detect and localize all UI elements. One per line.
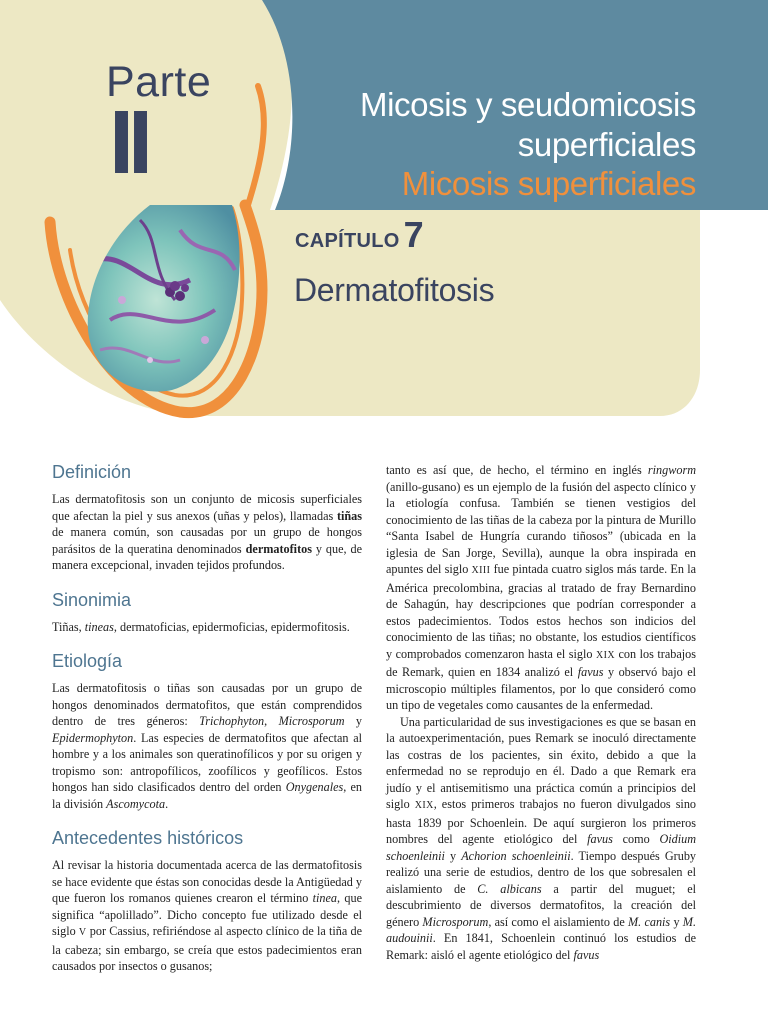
italic-term: C. albicans [477,881,542,896]
section-title-line2: superficiales [517,126,696,163]
italic-term: ringworm [647,463,696,477]
text-run: Una particularidad de sus investigaciones es que se basan en la autoexperimentación, pues Remark se inoculó directamente las costras de los pacientes, sin éxito, debido a que la enfermedad no se reprodujo en él. Dado a que Remark era judío y el antisemitismo una práctica común a principios del siglo [386,714,696,811]
paragraph-etiologia [52,680,362,812]
italic-term: M. canis [628,914,671,929]
italic-term: Microsporum [278,714,345,728]
italic-term: Epidermophyton [52,730,134,745]
italic-term: favus [577,665,604,679]
text-run: , [264,714,279,728]
text-run: Al revisar la historia documentada acerca de las dermatofitosis se hace evidente que éstas son conocidas desde la Antigüedad y que fueron los romanos quienes crearon el término [52,858,363,905]
italic-term: favus [587,832,613,846]
small-caps-century: XIX [414,800,434,811]
heading-sinonimia: Sinonimia [52,589,132,610]
italic-term: tinea [312,891,338,905]
italic-term: Onygenales [285,780,344,794]
left-column [52,460,362,989]
text-run: y [344,714,363,728]
bold-term: dermatofitos [245,541,312,556]
italic-term: Achorion schoenleinii [461,848,571,863]
text-run: . En 1841, Schoenlein continuó los estudios de Remark: aisló el agente etiológico del [386,931,696,962]
text-run: como [612,832,660,846]
chapter-number: 7 [403,214,424,255]
text-run: con los trabajos de Remark, quien en 1834 analizó el [386,646,696,679]
section-subtitle: Micosis superficiales [401,165,696,202]
italic-term: M. audouinii [386,914,696,945]
small-caps-century: XIII [471,565,491,576]
text-run: a partir del muguet; el descubrimiento de diversos dermatofitos, la creación del género [386,881,697,929]
text-run: y que, de manera excepcional, invaden tejidos profundos. [52,541,363,572]
chapter-title: Dermatofitosis [294,272,495,308]
text-run: Las dermatofitosis o tiñas son causadas por un grupo de hongos denominados dermatofitos, que están comprendidos dentro de tres géneros: [52,681,362,728]
text-run: tanto es así que, de hecho, el término en inglés [386,463,648,477]
text-run: . [165,796,169,811]
text-run: Las dermatofitosis son un conjunto de micosis superficiales que afectan la piel y sus anexos (uñas y pelos), llamadas [52,492,362,523]
part-label: Parte [106,58,212,106]
text-run: y [670,914,683,929]
paragraph-sinonimia [52,619,362,636]
heading-antecedentes: Antecedentes históricos [52,828,244,848]
heading-definicion: Definición [52,462,132,482]
italic-term: favus [573,947,600,962]
text-run: y observó bajo el microscopio múltiples filamentos, por lo que consideró como un tipo de vegetales como causantes de la enfermedad. [386,665,696,712]
paragraph-antecedentes [52,857,362,975]
small-caps-century: V [78,927,87,938]
right-column [386,462,696,963]
chapter-label-text: CAPÍTULO [295,230,400,252]
text-run: , dermatoficias, epidermoficias, epidermofitosis. [113,619,350,634]
bold-term: tiñas [336,508,362,523]
text-run: , en la división [52,780,362,811]
text-run: , que significa “apolillado”. Dicho concepto fue utilizado desde el siglo [52,891,362,938]
text-run: y [444,848,462,863]
italic-term: tineas [84,619,114,634]
text-run: fue pintada cuatro siglos más tarde. En la América precolombina, gracias al tratado de fray Bernardino de Sahagún, hay descripciones que podrían corresponder a estos padecimientos. Todos estos hechos son indicios del conocimiento de las tiñas; no obstante, los estudios científicos y comprobados comenzaron hasta el siglo [386,562,696,661]
text-run: , estos primeros trabajos no fueron divulgados sino hasta 1839 por Schoenlein. De aquí surgieron los primeros nombres del agente etiológico del [386,797,697,846]
text-run: Tiñas, [52,619,85,634]
text-run: , así como el aislamiento de [488,914,628,929]
paragraph-history-1 [386,462,696,714]
text-run: por Cassius, refiriéndose al aspecto clínico de la tiña de la cabeza; sin embargo, se creía que estos padecimientos eran causados por insectos o gusanos; [52,924,362,973]
paragraph-history-2 [386,714,696,964]
section-title-block [360,85,696,203]
text-run: . Las especies de dermatofitos que afectan al hombre y a los animales son queratinofílicos y por su origen y tropismo son: antropofílicos, zoofílicos y geofílicos. Estos hongos han sido clasificados dentro del orden [52,730,362,794]
text-run: de manera común, son causadas por un grupo de hongos parásitos de la queratina denominados [52,525,362,556]
paragraph-definicion [52,491,362,574]
italic-term: Trichophyton [199,714,265,728]
section-title-line1: Micosis y seudomicosis [360,86,696,123]
italic-term: Oidium schoenleinii [386,832,697,863]
heading-etiologia: Etiología [52,651,123,671]
italic-term: Microsporum [422,914,489,929]
text-run: (anillo-gusano) es un ejemplo de la fusión del aspecto clínico y la etiología confusa. También se tienen vestigios del conocimiento de las tiñas de la cabeza por la pintura de Murillo “Santa Isabel de Hungría curando tiñosos” (ubicada en la iglesia de San Jorge, Sevilla), aunque la obra inspirada en apuntes del siglo [386,479,696,576]
part-number: II [109,93,148,193]
text-run: . Tiempo después Gruby realizó una serie de estudios, dentro de los que sobresalen el aislamiento de [386,848,697,896]
chapter-label [295,214,424,256]
italic-term: Ascomycota [106,796,166,811]
small-caps-century: XIX [596,649,615,661]
